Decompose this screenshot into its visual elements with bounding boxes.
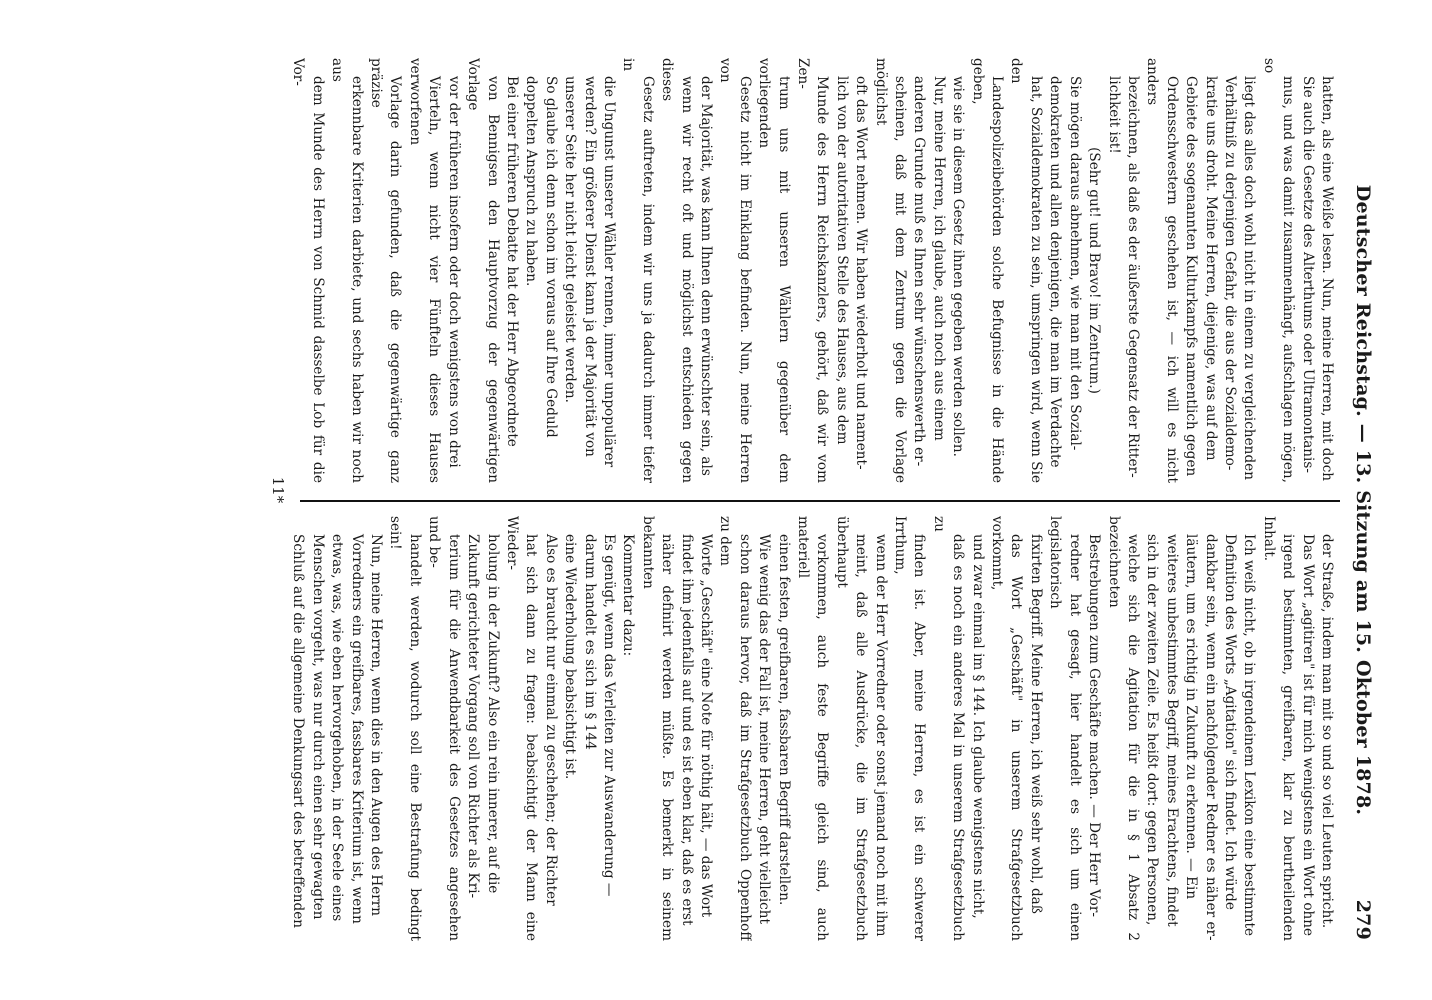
text-line: oft das Wort nehmen. Wir haben wiederholt und nament- (853, 76, 870, 470)
text-line: Munde des Herrn Reichskanzlers, gehört, daß wir vom Zen- (795, 58, 831, 483)
text-line: findet ihm jedenfalls auf und es ist eben klar, daß es erst (678, 534, 695, 926)
page-number: 279 (1352, 899, 1374, 940)
text-line: von Bennigsen den Hauptvorzug der gegenwärtigen Vorlage (465, 58, 501, 483)
header-title: Deutscher Reichstag. — 13. Sitzung am 15. Oktober 1878. (1352, 184, 1374, 816)
text-line: finden ist. Aber, meine Herren, es ist ein schwerer Irrthum, (892, 516, 928, 941)
text-line: hat, Sozialdemokraten zu sein, umspringen wird, wenn Sie den (1008, 58, 1044, 483)
page-header (1346, 60, 1374, 940)
text-line: trum uns mit unseren Wählern gegenüber dem vorliegenden (756, 58, 792, 483)
text-line: Nun, meine Herren, wenn dies in den Augen des Herrn (368, 534, 385, 917)
text-line: hatten, als eine Weiße lesen. Nun, meine Herren, mit doch (1319, 76, 1335, 482)
text-line: Verhältniß zu derjenigen Gefahr, die aus der Sozialdemo- (1221, 76, 1238, 471)
text-line: Definition des Worts „Agitation" sich findet. Ich würde (1221, 534, 1238, 910)
text-line: Gesetz auftreten, indem wir uns ja dadurch immer tiefer in (620, 58, 656, 483)
text-line: Gebiete des sogenannten Kulturkampfs namentlich gegen (1183, 76, 1200, 477)
text-line: der Straße, indem man mit so und so viel Leuten spricht. (1319, 534, 1335, 929)
text-line: Vorredners ein greifbares, fassbares Kriterium ist, wenn (348, 534, 365, 924)
text-line: einen festen, greifbaren, fassbaren Begriff darstellen. (775, 534, 792, 906)
text-line: Nur, meine Herren, ich glaube, auch noch aus einem (930, 76, 947, 441)
text-line: vorkommen, auch feste Begriffe gleich sind, auch materiell (795, 516, 831, 941)
text-line: unserer Seite her nicht leicht geleistet werden. (562, 76, 579, 403)
text-line: redner hat gesagt, hier handelt es sich um einen legislatorisch (1047, 516, 1083, 941)
text-line: doppelten Anspruch zu haben. (523, 76, 540, 287)
text-line: fixirten Begriff. Meine Herren, ich weiß sehr wohl, daß (1027, 534, 1044, 914)
text-line: dem Munde des Herrn von Schmid dasselbe Lob für die Vor- (290, 58, 326, 483)
text-line: Vorlage darin gefunden, daß die gegenwärtige ganz präzise (368, 58, 404, 483)
text-line: irgend bestimmten, greifbaren, klar zu beurtheilenden Inhalt. (1260, 516, 1297, 941)
text-line: Bestrebungen zum Geschäfte machen. — Der Herr Vor- (1086, 534, 1103, 917)
text-line: daß es noch ein anderes Mal in unserem Strafgesetzbuch zu (930, 516, 967, 941)
text-line: Kommentar dazu: (620, 534, 637, 657)
text-line: vor der früheren insofern oder doch wenigstens von drei (445, 76, 462, 468)
text-line: liegt das alles doch wohl nicht in einem zu vergleichenden (1241, 76, 1258, 480)
text-line: lich von der autoritativen Stelle des Hauses, aus dem (833, 76, 850, 445)
text-line: schon daraus hervor, daß im Strafgesetzbuch Oppenhoff zu dem (717, 516, 753, 941)
text-line: Ich weiß nicht, ob in irgendeinem Lexikon eine bestimmte (1241, 534, 1258, 937)
text-line: Ordensschwestern geschehen ist, — ich will es nicht anders (1144, 58, 1180, 483)
text-line: bezeichnen, als daß es der äußerste Gegensatz der Ritter- (1124, 76, 1141, 478)
text-line: wie sie in diesem Gesetz ihnen gegeben werden sollen. (950, 76, 967, 457)
text-line: dankbar sein, wenn ein nachfolgender Redner es näher er- (1202, 534, 1219, 941)
column-divider (300, 500, 1340, 502)
text-line: (Sehr gut! und Bravo! im Zentrum.) (1086, 147, 1103, 394)
text-line: sich in der zweiten Zeile. Es heißt dort: gegen Personen, (1144, 534, 1161, 926)
text-line: Landespolizeibehörden solche Befugnisse in die Hände geben, (969, 58, 1006, 483)
text-line: So glaube ich denn schon im voraus auf Ihre Geduld (542, 76, 559, 438)
text-line: Gesetz nicht im Einklang befinden. Nun, meine Herren von (717, 58, 753, 483)
text-line: holung in der Zukunft? Also ein rein innerer, auf die (484, 534, 501, 894)
text-line: etwas, was, wie eben hervorgehoben, in der Seele eines (329, 534, 346, 922)
text-line: Bei einer früheren Debatte hat der Herr Abgeordnete (503, 76, 520, 447)
text-line: handelt werden, wodurch soll eine Bestrafung bedingt sein! (387, 516, 423, 941)
text-line: Also es braucht nur einmal zu geschehen; der Richter (542, 534, 559, 906)
right-column (286, 516, 1336, 941)
text-line: Sie mögen daraus abnehmen, wie man mit den Sozial- (1066, 76, 1083, 451)
text-line: scheinen, daß mit dem Zentrum gegen die Vorlage möglichst (872, 58, 909, 483)
text-line (286, 58, 288, 483)
text-line: Worte „Geschäft" eine Note für nöthig hält, — das Wort (698, 534, 714, 918)
text-line: und zwar einmal im § 144. Ich glaube wenigstens nicht, (969, 534, 986, 919)
text-line: anderen Grunde muß es Ihnen sehr wünschenswerth er- (911, 76, 928, 467)
text-line: darum handelt es sich im § 144 (581, 534, 598, 750)
text-line: demokraten und allen denjenigen, die man im Verdachte (1047, 76, 1064, 468)
text-line: wenn der Herr Vorredner oder sonst jemand noch mit ihm (872, 534, 889, 937)
text-line: welche sich die Agitation für die in § 1 Absatz 2 bezeichneten (1105, 516, 1141, 941)
text-line: Menschen vorgeht, was nur durch einen sehr gewagten (309, 534, 326, 920)
text-line: kratie uns droht. Meine Herren, diejenige, was auf dem (1202, 76, 1219, 461)
text-line: Sie auch die Gesetze des Alterthums oder Ultramontanis- (1299, 76, 1316, 473)
text-line: Wie wenig das der Fall ist, meine Herren, geht vielleicht (756, 534, 773, 924)
text-line: mus, und was damit zusammenhängt, aufschlagen mögen, so (1260, 58, 1297, 483)
text-line: Vierteln, wenn nicht vier Fünfteln dieses Hauses verworfenen (406, 58, 443, 483)
left-column (286, 58, 1336, 483)
text-line: werden? Ein größerer Dienst kann ja der Majorität von (581, 76, 598, 457)
text-line: wenn wir recht oft und möglichst entschieden gegen dieses (659, 58, 695, 483)
text-line: hat sich dann zu fragen: beabsichtigt der Mann eine Wieder- (503, 516, 540, 941)
text-line: weiteres unbestimmtes Begriff, meines Erachtens, findet (1163, 534, 1180, 927)
text-line: erkennbare Kriterien darbiete, und sechs haben wir noch aus (329, 58, 365, 483)
text-line: näher definirt werden müßte. Es bemerkt in seinem bekannten (639, 516, 676, 941)
text-line: die Ungunst unserer Wähler rennen, immer unpopulärer (600, 76, 617, 468)
text-line: Das Wort „agitiren" ist für mich wenigstens ein Wort ohne (1299, 534, 1316, 937)
text-line: eine Wiederholung beabsichtigt ist. (562, 534, 579, 780)
text-line: Schluß auf die allgemeine Denkungsart des betreffenden (290, 534, 307, 929)
text-line (286, 516, 288, 941)
text-line: der Majorität, was kann Ihnen denn erwünschter sein, als (698, 76, 714, 476)
text-line: Zukunft gerichteter Vorgang soll von Richter als Kri- (465, 534, 482, 899)
text-line: terium für die Anwendbarkeit des Gesetzes angesehen und be- (426, 516, 462, 941)
text-line: läutern, um es richtig in Zukunft zu erkennen. — Ein (1183, 534, 1200, 900)
text-line: lichkeit ist! (1105, 76, 1122, 154)
text-line: das Wort „Geschäft" in unserem Strafgesetzbuch vorkommt, (989, 516, 1025, 941)
signature-mark: 11* (269, 476, 287, 504)
text-line: meint, daß alle Ausdrücke, die im Strafgesetzbuch überhaupt (833, 516, 870, 941)
text-line: Es genügt, wenn das Verleiten zur Auswanderung — (600, 534, 617, 897)
